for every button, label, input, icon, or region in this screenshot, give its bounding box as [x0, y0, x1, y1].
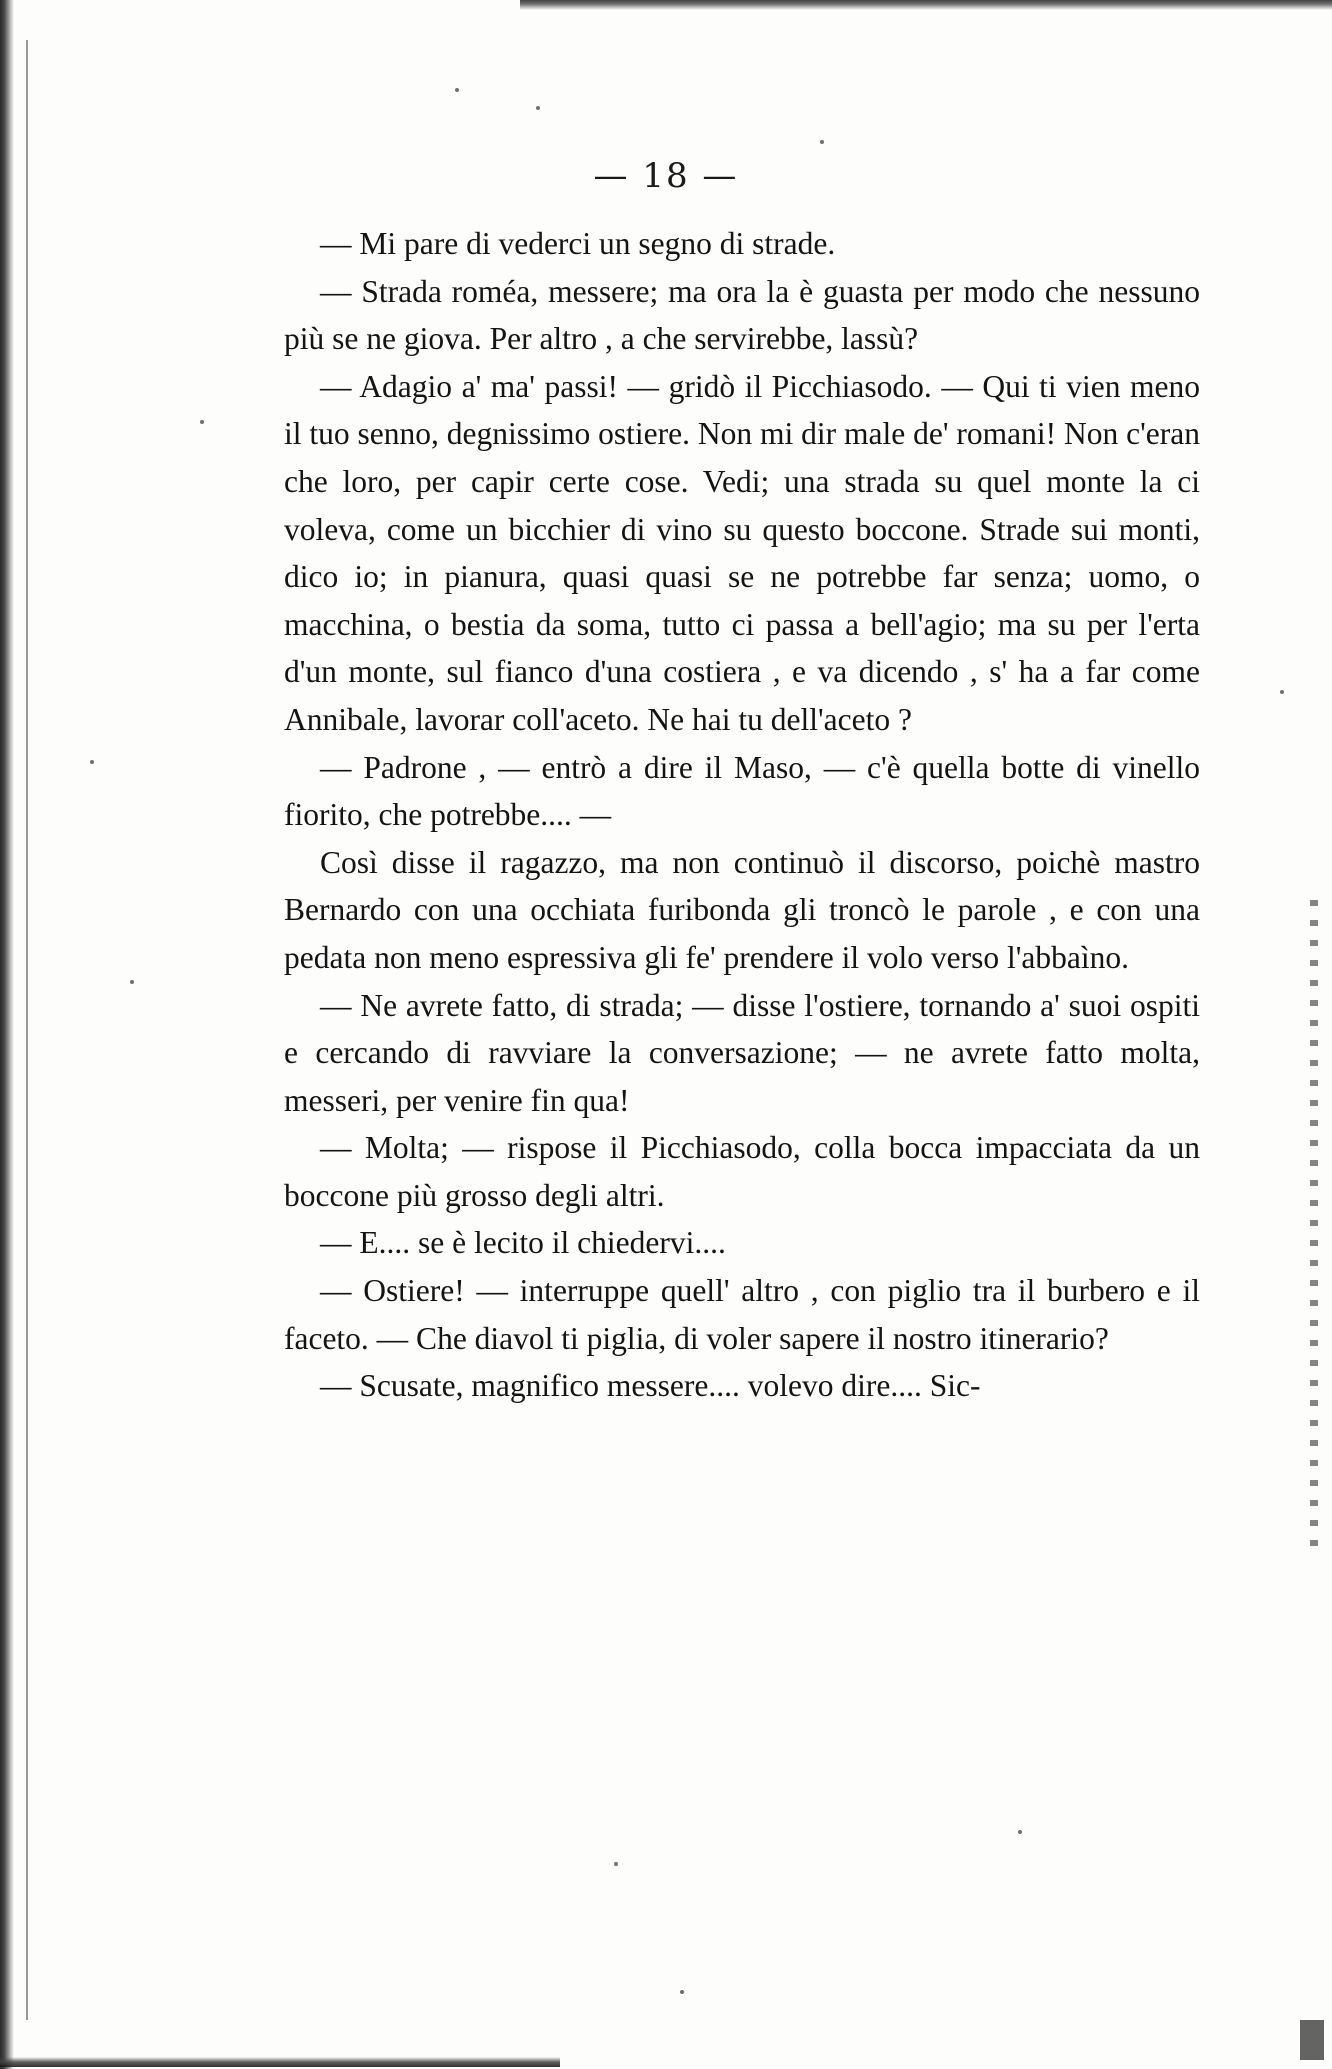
paragraph: — Ne avrete fatto, di strada; — disse l'ostiere, tornando a' suoi ospiti e cercando di ravviare la conversazione; — ne avrete fatto molta, messeri, per venire fin qua!: [284, 987, 1200, 1118]
body-text: [284, 220, 1200, 1410]
scan-speck: [90, 760, 94, 764]
paragraph: — Scusate, magnifico messere.... volevo dire.... Sic-: [320, 1368, 981, 1404]
scan-edge-left: [0, 0, 14, 2069]
paragraph: — Ostiere! — interruppe quell' altro , con piglio tra il burbero e il faceto. — Che diavol ti piglia, di voler sapere il nostro itinerario?: [284, 1273, 1200, 1356]
scan-speck: [455, 88, 459, 92]
paragraph: — Strada roméa, messere; ma ora la è guasta per modo che nessuno più se ne giova. Per altro , a che servirebbe, lassù?: [284, 273, 1200, 357]
scan-speck: [1018, 1830, 1022, 1834]
paragraph: — Molta; — rispose il Picchiasodo, colla bocca impacciata da un boccone più grosso degli altri.: [284, 1130, 1200, 1213]
paragraph: Così disse il ragazzo, ma non continuò il discorso, poichè mastro Bernardo con una occhiata furibonda gli troncò le parole , e con una pedata non meno espressiva gli fe' prendere il volo verso l'abbaìno.: [284, 844, 1200, 975]
scan-binding-line: [26, 40, 28, 2020]
paragraph: — Mi pare di vederci un segno di strade.: [320, 226, 836, 261]
scan-corner-mark: [1300, 2020, 1324, 2060]
scan-speck: [820, 140, 824, 144]
scan-speck: [130, 980, 134, 984]
scan-speck: [614, 1862, 618, 1866]
scan-edge-right-marks: [1310, 900, 1318, 1560]
scan-speck: [680, 1990, 684, 1994]
paragraph: — Adagio a' ma' passi! — gridò il Picchiasodo. — Qui ti vien meno il tuo senno, degnissimo ostiere. Non mi dir male de' romani! Non c'eran che loro, per capir certe cose. Vedi; una strada su quel monte la ci voleva, come un bicchier di vino su questo boccone. Strade sui monti, dico io; in pianura, quasi quasi se ne potrebbe far senza; uomo, o macchina, o bestia da soma, tutto ci passa a bell'agio; ma su per l'erta d'un monte, sul fianco d'una costiera , e va dicendo , s' ha a far come Annibale, lavorar coll'aceto. Ne hai tu dell'aceto ?: [284, 368, 1200, 737]
scan-speck: [536, 106, 540, 110]
scan-edge-bottom: [0, 2057, 560, 2067]
paragraph: — E.... se è lecito il chiedervi....: [320, 1225, 726, 1261]
scan-speck: [200, 420, 204, 424]
page-number: — 18 —: [593, 156, 739, 196]
paragraph: — Padrone , — entrò a dire il Maso, — c'è quella botte di vinello fiorito, che potrebbe.... —: [284, 749, 1200, 833]
scan-speck: [1280, 690, 1284, 694]
scan-edge-top: [520, 0, 1332, 10]
